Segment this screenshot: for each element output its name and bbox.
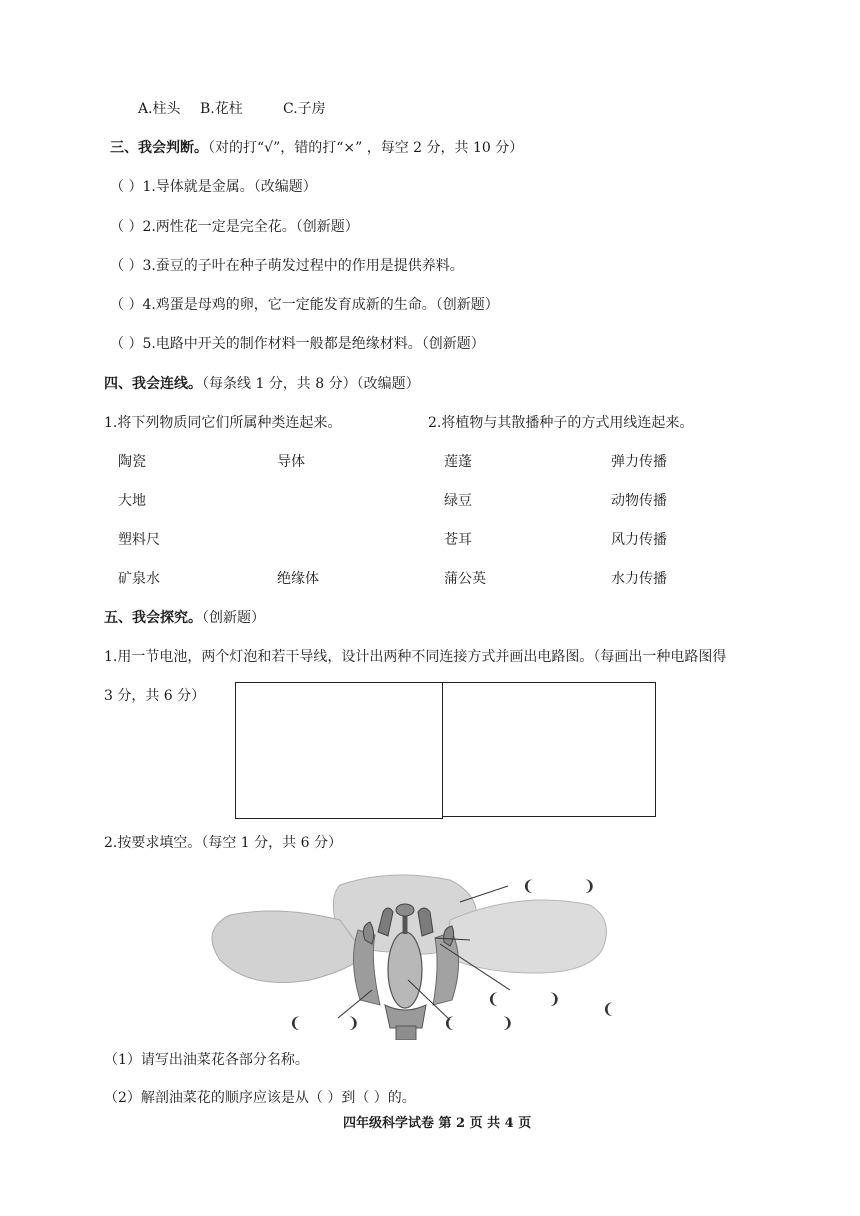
ovary	[388, 932, 422, 1008]
circuit-drawing-box-1[interactable]	[235, 682, 443, 819]
match-q1-prompt: 1.将下列物质同它们所属种类连起来。	[104, 415, 342, 431]
judge-text: 1.导体就是金属。（改编题）	[142, 179, 317, 195]
match-q2-prompt: 2.将植物与其散播种子的方式用线连起来。	[428, 415, 694, 431]
section3-header	[110, 137, 523, 157]
page-footer: 四年级科学试卷 第 2 页 共 4 页	[343, 1116, 532, 1131]
judge-text: 4.鸡蛋是母鸡的卵，它一定能发育成新的生命。（创新题）	[142, 297, 499, 313]
match-q2-left-item[interactable]: 绿豆	[444, 493, 472, 509]
label-blank-open[interactable]: ❨	[487, 990, 500, 1008]
label-blank-open[interactable]: ❨	[443, 1014, 456, 1032]
judge-blank[interactable]: （ ）	[110, 258, 143, 274]
judge-blank[interactable]: （ ）	[110, 219, 143, 235]
circuit-drawing-box-2[interactable]	[442, 682, 656, 817]
label-blank-close[interactable]: ❩	[583, 877, 596, 895]
judge-item-3	[110, 255, 464, 275]
section5-note: （创新题）	[202, 610, 265, 626]
explore-q2-prompt: 2.按要求填空。（每空 1 分，共 6 分）	[104, 835, 342, 851]
label-blank-open[interactable]: ❨	[522, 877, 535, 895]
section4-title: 四、我会连线。	[104, 376, 202, 392]
judge-item-1	[110, 176, 317, 196]
match-q1-left-item[interactable]: 塑料尺	[118, 532, 160, 548]
judge-item-5	[110, 333, 485, 353]
match-q1-left-item[interactable]: 矿泉水	[118, 571, 160, 587]
label-blank-open[interactable]: ❨	[289, 1014, 302, 1032]
label-blank-close[interactable]: ❩	[548, 990, 561, 1008]
section4-header	[104, 373, 420, 393]
explore-q1-line1: 1.用一节电池，两个灯泡和若干导线，设计出两种不同连接方式并画出电路图。（每画出一种电路图得	[104, 649, 727, 665]
stigma	[396, 904, 414, 916]
judge-item-2	[110, 216, 359, 236]
explore-sub1: （1）请写出油菜花各部分名称。	[104, 1052, 309, 1068]
match-q2-right-item[interactable]: 水力传播	[611, 571, 667, 587]
match-q1-right-item[interactable]: 绝缘体	[277, 571, 319, 587]
match-q1-right-item[interactable]: 导体	[277, 454, 305, 470]
section3-title: 三、我会判断。	[110, 140, 208, 156]
section5-header	[104, 607, 265, 627]
explore-sub2: （2）解剖油菜花的顺序应该是从（ ）到（ ）的。	[104, 1090, 416, 1106]
match-q2-left-item[interactable]: 苍耳	[444, 532, 472, 548]
label-blank-close[interactable]: ❩	[501, 1014, 514, 1032]
match-q2-left-item[interactable]: 莲蓬	[444, 454, 472, 470]
label-blank-close[interactable]: ❩	[347, 1014, 360, 1032]
rapeseed-flower-diagram	[190, 860, 620, 1040]
option-c: C.子房	[283, 101, 326, 117]
match-q1-left-item[interactable]: 大地	[118, 493, 146, 509]
explore-q1-line2: 3 分，共 6 分）	[104, 688, 206, 704]
match-q2-right-item[interactable]: 风力传播	[611, 532, 667, 548]
option-b: B.花柱	[200, 101, 243, 117]
section4-note: （每条线 1 分，共 8 分）（改编题）	[202, 376, 420, 392]
judge-text: 3.蚕豆的子叶在种子萌发过程中的作用是提供养料。	[142, 258, 464, 274]
judge-text: 5.电路中开关的制作材料一般都是绝缘材料。（创新题）	[142, 336, 485, 352]
judge-text: 2.两性花一定是完全花。（创新题）	[142, 219, 359, 235]
match-q2-left-item[interactable]: 蒲公英	[444, 571, 486, 587]
stem	[396, 1026, 416, 1040]
match-q2-right-item[interactable]: 动物传播	[611, 493, 667, 509]
section5-title: 五、我会探究。	[104, 610, 202, 626]
judge-blank[interactable]: （ ）	[110, 297, 143, 313]
section3-note: （对的打“√”，错的打“×” ，每空 2 分，共 10 分）	[208, 140, 524, 156]
judge-blank[interactable]: （ ）	[110, 336, 143, 352]
match-q1-left-item[interactable]: 陶瓷	[118, 454, 146, 470]
judge-item-4	[110, 294, 499, 314]
option-a: A.柱头	[138, 101, 181, 117]
match-q2-right-item[interactable]: 弹力传播	[611, 454, 667, 470]
judge-blank[interactable]: （ ）	[110, 179, 143, 195]
label-blank-open[interactable]: ❨	[602, 1000, 615, 1018]
